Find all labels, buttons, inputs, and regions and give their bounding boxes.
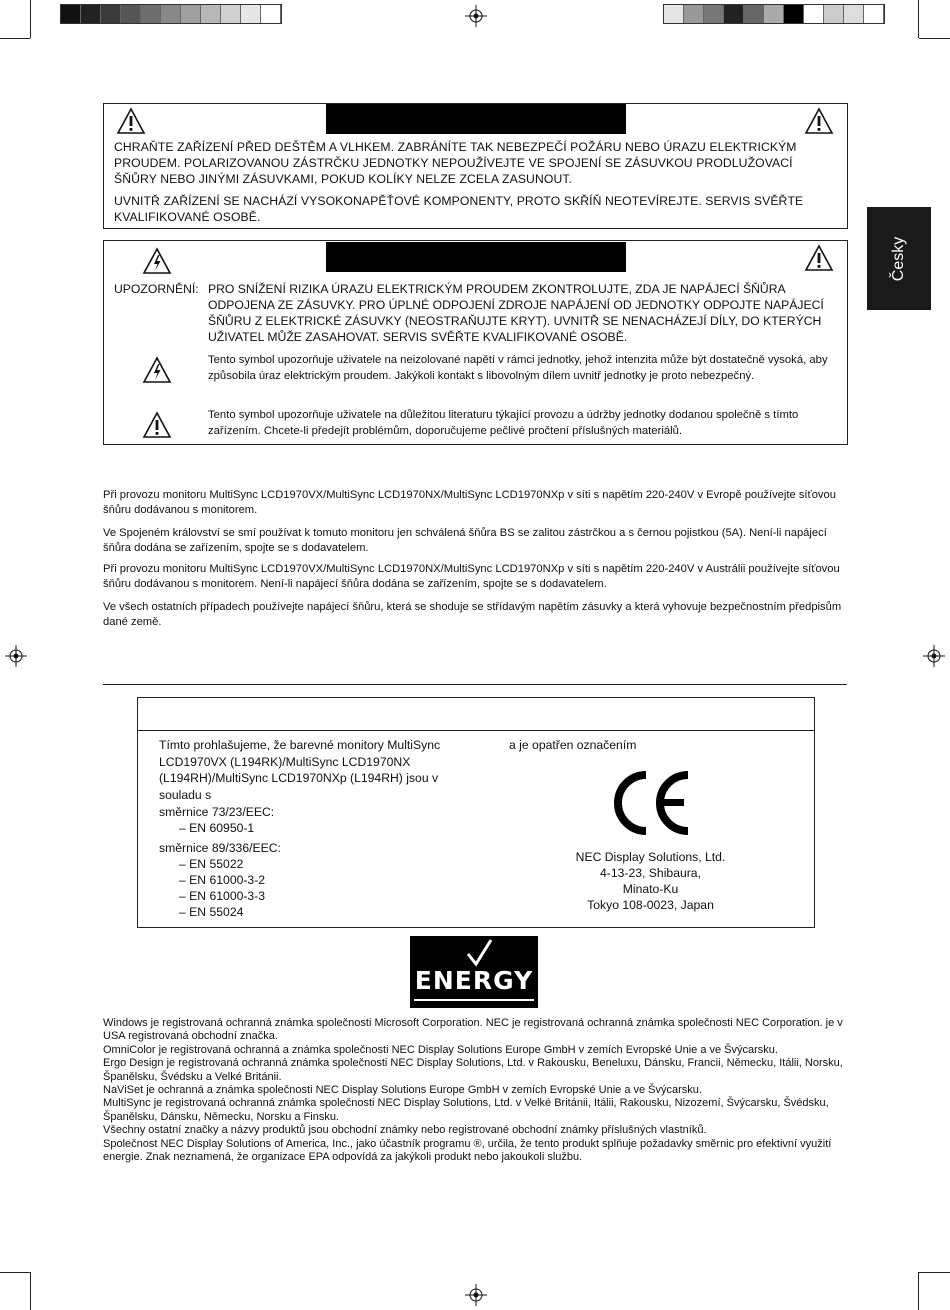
address-line: NEC Display Solutions, Ltd. (575, 850, 726, 864)
divider (103, 684, 847, 685)
registration-mark-icon (5, 645, 27, 667)
directive-2-item: – EN 55024 (179, 905, 244, 919)
crop-mark (30, 0, 31, 38)
trademark-note: Všechny ostatní značky a názvy produktů jsou obchodní známky nebo registrované obchodní známky příslušných vlastníků. (103, 1124, 707, 1137)
trademark-note: Společnost NEC Display Solutions of America, Inc., jako účastník programu ®, určila, že tento produkt splňuje požadavky směrnic pro efektivní využití energie. Znak neznamená, že organizace EPA odpovídá za jakýkoli produkt nebo jakoukoli službu. (103, 1137, 832, 1164)
directive-2-item: – EN 61000-3-2 (179, 873, 266, 887)
trademark-note: NaViSet je ochranná a známka společnosti NEC Display Solutions Europe GmbH v zemích Evropské Unie a ve Švýcarsku. (103, 1084, 702, 1097)
crop-mark (919, 38, 950, 39)
ce-mark-icon (612, 769, 692, 837)
directive-1: směrnice 73/23/EEC: (159, 805, 275, 819)
warning-triangle-icon (116, 107, 146, 135)
color-calibration-strip-left (60, 4, 282, 24)
warning-title-bar (326, 104, 626, 134)
ce-marked-text: a je opatřen označením (509, 738, 637, 752)
body-paragraph: Při provozu monitoru MultiSync LCD1970VX/MultiSync LCD1970NX/MultiSync LCD1970NXp v síti s napětím 220-240V v Austrálii používejte síťovou šňůru dodávanou s monitorem. Není-li napájecí šňůra dodána se zařízením, spojte se s dodavatelem. (103, 563, 840, 590)
color-calibration-strip-right (663, 4, 885, 24)
declaration-header (137, 697, 815, 731)
caution-title-bar (326, 242, 626, 272)
trademark-note: OmniColor je registrovaná ochranná a známka společnosti NEC Display Solutions Europe GmbH v zemích Evropské Unie a ve Švýcarsku. (103, 1043, 778, 1056)
caution-box (103, 240, 848, 445)
crop-mark (918, 0, 919, 38)
logo-underline (414, 999, 534, 1001)
symbol-voltage-description: Tento symbol upozorňuje uživatele na neizolované napětí v rámci jednotky, jehož intenzita může být dostatečně vysoká, aby způsobila úraz elektrickým proudem. Jakýkoli kontakt s libovolným dílem uvnitř jednotky je proto nebezpečný. (208, 354, 828, 382)
energy-logo (410, 936, 538, 1008)
body-paragraph: Ve všech ostatních případech používejte napájecí šňůru, která se shoduje se střídavým napětím zásuvky a která vyhovuje bezpečnostním předpisům dané země. (103, 601, 842, 628)
warning-triangle-icon (142, 411, 172, 439)
high-voltage-icon (142, 247, 172, 275)
language-tab (867, 207, 931, 310)
language-tab-label: Česky (889, 236, 907, 281)
declaration-intro: Tímto prohlašujeme, že barevné monitory MultiSync LCD1970VX (L194RK)/MultiSync LCD1970NX (L194RH)/MultiSync LCD1970NXp (L194RH) jsou v souladu s (159, 738, 441, 802)
address-line: 4-13-23, Shibaura, (600, 866, 701, 880)
trademark-notes (103, 1017, 848, 1164)
body-paragraph: Ve Spojeném království se smí používat k tomuto monitoru jen schválená šňůra BS se zalitou zástrčkou a s černou pojistkou (5A). Není-li napájecí šňůra dodána se zařízením, spojte se s dodavatelem. (103, 527, 827, 554)
directive-2-item: – EN 55022 (179, 857, 244, 871)
declaration-box (137, 729, 815, 928)
directive-2: směrnice 89/336/EEC: (159, 841, 281, 855)
address-line: Tokyo 108-0023, Japan (587, 898, 714, 912)
registration-mark-icon (923, 645, 945, 667)
trademark-note: MultiSync je registrovaná ochranná známka společnosti NEC Display Solutions, Ltd. v Velké Británii, Itálii, Rakousku, Nizozemí, Švýcarsku, Švédsku, Španělsku, Dánsku, Německu, Norsku a Finsku. (103, 1097, 829, 1123)
warning-triangle-icon (804, 244, 834, 272)
warning-triangle-icon (804, 107, 834, 135)
crop-mark (918, 1272, 919, 1310)
crop-mark (0, 1272, 30, 1273)
registration-mark-icon (465, 5, 487, 27)
trademark-note: Ergo Design je registrovaná ochranná známka společnosti NEC Display Solutions, Ltd. v Rakousku, Beneluxu, Dánsku, Francii, Německu, Itálii, Norsku, Španělsku, Švédsku a Velké Británii. (103, 1057, 843, 1083)
address-line: Minato-Ku (622, 882, 679, 896)
trademark-note: Windows je registrovaná ochranná známka společnosti Microsoft Corporation. NEC je registrovaná ochranná známka společnosti NEC Corporation. je v USA registrovaná obchodní značka. (103, 1017, 843, 1043)
caution-text: PRO SNÍŽENÍ RIZIKA ÚRAZU ELEKTRICKÝM PROUDEM ZKONTROLUJTE, ZDA JE NAPÁJECÍ ŠŇŮRA ODPOJENA ZE ZÁSUVKY. PRO ÚPLNÉ ODPOJENÍ ZDROJE NAPÁJENÍ OD JEDNOTKY ODPOJTE NAPÁJECÍ ŠŇŮRU Z ELEKTRICKÉ ZÁSUVKY (NEOSTRAŇUJTE KRYT). UVNITŘ SE NENACHÁZEJÍ DÍLY, DO KTERÝCH UŽIVATEL MŮŽE ZASAHOVAT. SERVIS SVĚŘTE KVALIFIKOVANÉ OSOBĚ. (208, 282, 824, 344)
energy-logo-text: ENERGY (414, 966, 534, 995)
registration-mark-icon (465, 1284, 487, 1306)
high-voltage-icon (142, 356, 172, 384)
warning-text-2: UVNITŘ ZAŘÍZENÍ SE NACHÁZÍ VYSOKONAPĚŤOVÉ KOMPONENTY, PROTO SKŘÍŇ NEOTEVÍREJTE. SERVIS SVĚŘTE KVALIFIKOVANÉ OSOBĚ. (114, 194, 804, 224)
crop-mark (0, 38, 30, 39)
crop-mark (919, 1272, 950, 1273)
caution-label: UPOZORNĚNÍ: (114, 282, 199, 296)
body-paragraph: Při provozu monitoru MultiSync LCD1970VX/MultiSync LCD1970NX/MultiSync LCD1970NXp v síti s napětím 220-240V v Evropě používejte síťovou šňůru dodávanou s monitorem. (103, 489, 836, 516)
symbol-literature-description: Tento symbol upozorňuje uživatele na důležitou literaturu týkající provozu a údržby jednotky dodanou společně s tímto zařízením. Chcete-li předejít problémům, doporučujeme pečlivé pročtení příslušných materiálů. (208, 409, 799, 437)
warning-box (103, 103, 848, 229)
checkmark-icon (464, 938, 494, 968)
directive-2-item: – EN 61000-3-3 (179, 889, 266, 903)
directive-1-item: – EN 60950-1 (179, 821, 255, 835)
warning-text-1: CHRAŇTE ZAŘÍZENÍ PŘED DEŠTĚM A VLHKEM. ZABRÁNÍTE TAK NEBEZPEČÍ POŽÁRU NEBO ÚRAZU ELEKTRICKÝM PROUDEM. POLARIZOVANOU ZÁSTRČKU JEDNOTKY NEPOUŽÍVEJTE VE SPOJENÍ SE ZÁSUVKOU PRODLUŽOVACÍ ŠŇŮRY NEBO JINÝMI ZÁSUVKAMI, POKUD KOLÍKY NELZE ZCELA ZASUNOUT. (114, 140, 797, 186)
crop-mark (30, 1272, 31, 1310)
